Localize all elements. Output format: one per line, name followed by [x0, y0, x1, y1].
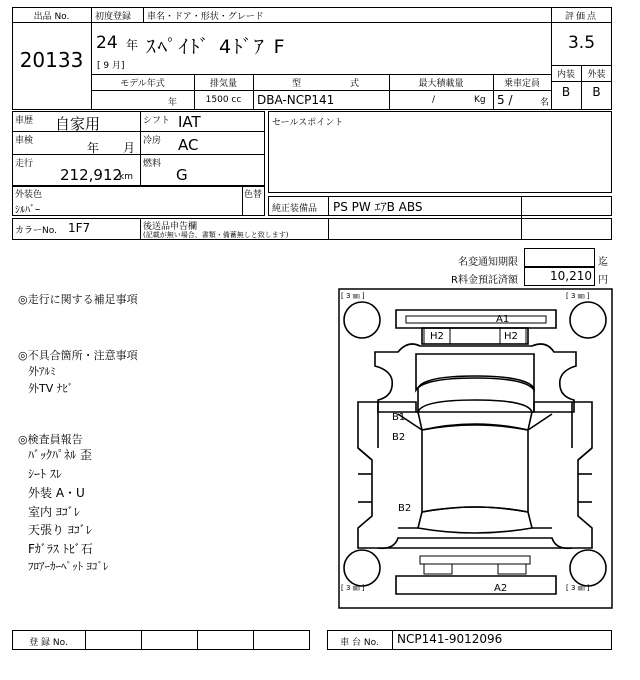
license-plate-left [424, 564, 452, 574]
chassis-value: NCP141-9012096 [397, 632, 503, 646]
reg-no-label: 登 録 No. [29, 638, 68, 648]
trunk-lid [420, 556, 530, 564]
rear-window [418, 507, 532, 533]
inspector-item: ﾊﾞｯｸﾊﾟﾈﾙ 歪 [28, 448, 92, 462]
mileage-unit: km [119, 172, 133, 182]
lot-label: 出品 No. [33, 12, 70, 22]
wheel-front-right [570, 302, 606, 338]
equip-value: PS PW ｴｱB ABS [333, 200, 423, 214]
recycle-value: 10,210 [550, 269, 592, 283]
roof [422, 425, 528, 512]
fuel-label: 燃料 [143, 159, 162, 169]
defect-item: 外TV ﾅﾋﾞ [28, 382, 74, 395]
capacity-label: 乗車定員 [503, 79, 540, 89]
equip-label: 純正装備品 [272, 204, 318, 214]
car-name: ｽﾍﾟｲﾄﾞ 4ﾄﾞｱ F [146, 36, 287, 58]
model-year-label: モデル年式 [120, 79, 165, 89]
displacement-value: 1500 cc [205, 95, 242, 105]
history-value: 自家用 [55, 115, 101, 133]
inspection-value: 年 月 [87, 141, 142, 155]
max-load-label: 最大積載量 [418, 79, 464, 89]
color-label: 外装色 [15, 190, 43, 200]
exterior-label: 外装 [587, 70, 606, 80]
car-name-label: 車名・ドア・形状・グレード [147, 12, 264, 22]
interior-label: 内装 [556, 70, 575, 80]
inspector-item: Fｶﾞﾗｽ ﾄﾋﾞ石 [28, 542, 93, 556]
hood-panel [416, 354, 534, 390]
sales-point-label: セールスポイント [272, 118, 344, 128]
model-label: 型 [292, 79, 302, 89]
aftermarket-label: 後送品申告欄 [143, 222, 198, 232]
aftermarket-note: (記載が無い場合、書類・備蓄無しと致します) [143, 231, 289, 239]
inspector-item: ﾌﾛｱｰｶｰﾍﾟｯﾄ ﾖｺﾞﾚ [28, 560, 109, 573]
color-no-label: カラーNo. [15, 226, 57, 236]
history-label: 車歴 [15, 116, 34, 126]
damage-mark: A2 [494, 583, 508, 594]
model-code: DBA-NCP141 [257, 93, 335, 107]
model-label-2: 式 [350, 79, 360, 89]
equip-box [268, 196, 612, 216]
first-reg-month: [ 9 月] [97, 61, 125, 71]
capacity-unit: 名 [540, 98, 550, 108]
max-load-unit: Kg [474, 95, 486, 105]
first-reg-label: 初度登録 [95, 12, 132, 22]
inspector-title: ◎検査員報告 [18, 433, 83, 446]
damage-mark: B2 [398, 503, 412, 514]
damage-mark: A1 [496, 314, 510, 325]
notice-label: 名変通知期限 [458, 257, 518, 268]
defect-item: 外ｱﾙﾐ [28, 365, 56, 378]
color-value: ｼﾙﾊﾞｰ [15, 205, 40, 216]
wheel-rear-left [344, 550, 380, 586]
color-no-value: 1F7 [68, 221, 91, 235]
notice-unit: 迄 [598, 257, 608, 268]
notice-box [524, 248, 595, 267]
lot-number: 20133 [19, 48, 84, 72]
shift-label: シフト [143, 116, 171, 126]
inspector-item: ｼｰﾄ ｽﾚ [28, 467, 62, 481]
first-reg-year: 24 [96, 33, 118, 53]
driving-notes-title: ◎走行に関する補足事項 [18, 293, 138, 306]
chassis-label: 車 台 No. [340, 638, 379, 648]
color-box [12, 186, 265, 216]
rear-bumper [396, 576, 556, 594]
wheel-front-left [344, 302, 380, 338]
front-bumper [396, 310, 556, 328]
rear-fenders [378, 538, 572, 548]
shift-value: IAT [178, 113, 201, 131]
recycle-label: R料金預託済額 [451, 275, 518, 286]
first-reg-year-unit: 年 [126, 38, 139, 52]
color-no-box [12, 218, 612, 240]
inspection-label: 車検 [15, 136, 34, 146]
exterior-grade: B [592, 85, 601, 99]
corner-label-rear-right: [ 3 ㎜ ] [566, 584, 590, 592]
damage-mark: H2 [504, 331, 518, 342]
car-damage-diagram [338, 288, 613, 609]
recycle-unit: 円 [598, 275, 608, 286]
ac-label: 冷房 [143, 136, 162, 146]
score-label: 評価点 [564, 12, 598, 22]
inspector-item: 外装 A・U [28, 486, 85, 500]
fuel-value: G [176, 166, 188, 184]
corner-label-rear-left: [ 3 ㎜ ] [341, 584, 365, 592]
wheel-rear-right [570, 550, 606, 586]
damage-mark: B2 [392, 432, 406, 443]
interior-grade: B [561, 85, 571, 99]
displacement-label: 排気量 [209, 79, 237, 89]
max-load-slash: / [432, 95, 436, 105]
capacity-value: 5 / [497, 93, 513, 107]
defects-title: ◎不具合箇所・注意事項 [18, 349, 138, 362]
model-year-unit: 年 [168, 98, 178, 108]
damage-mark: B1 [392, 412, 406, 423]
mileage-value: 212,912 [60, 166, 123, 184]
ac-value: AC [178, 136, 199, 154]
inspector-item: 天張り ﾖｺﾞﾚ [28, 523, 92, 537]
color-change-label: 色替 [244, 190, 263, 200]
score-value: 3.5 [567, 33, 596, 53]
corner-label-front-left: [ 3 ㎜ ] [341, 292, 365, 300]
corner-label-front-right: [ 3 ㎜ ] [566, 292, 590, 300]
license-plate-right [498, 564, 526, 574]
mileage-label: 走行 [15, 159, 34, 169]
damage-mark: H2 [430, 331, 444, 342]
inspector-item: 室内 ﾖｺﾞﾚ [28, 505, 80, 519]
